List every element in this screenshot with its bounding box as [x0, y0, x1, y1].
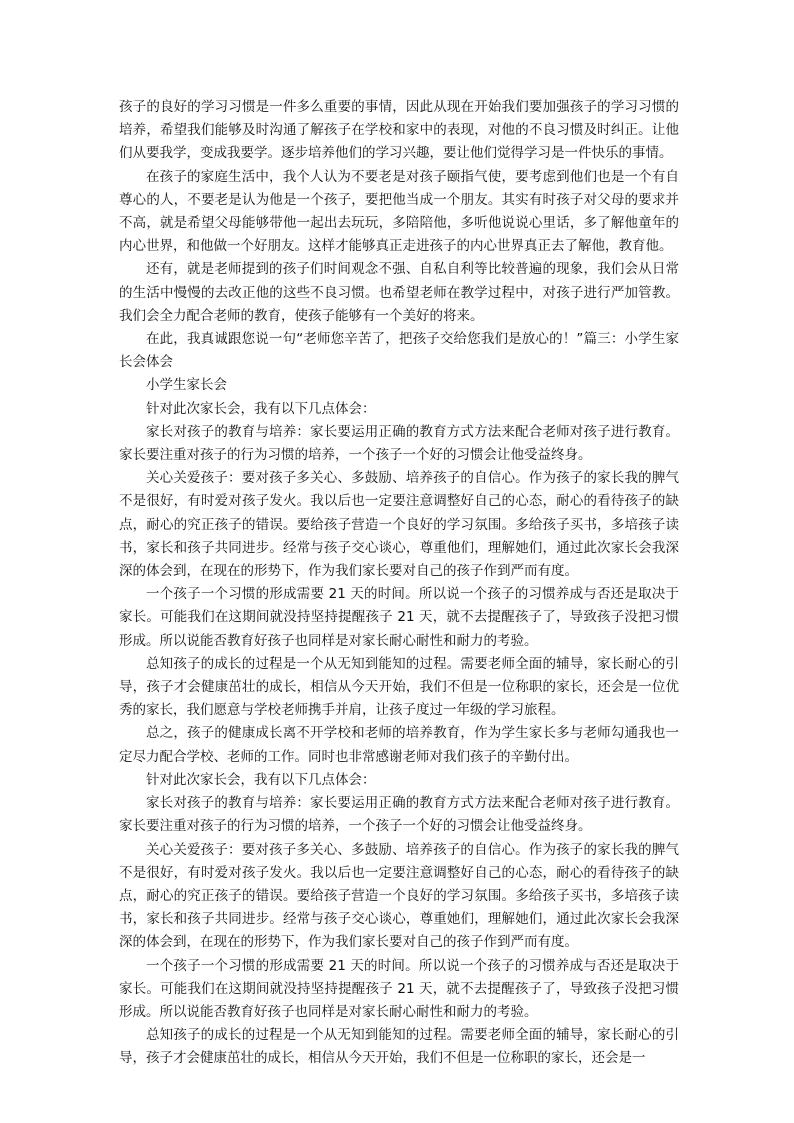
paragraph: 总知孩子的成长的过程是一个从无知到能知的过程。需要老师全面的辅导，家长耐心的引导，孩子才会健康茁壮的成长，相信从今天开始，我们不但是一位称职的家长，还会是一位优秀的家长，我们愿意与学校老师携手并肩，让孩子度过一年级的学习旅程。 [119, 655, 679, 719]
paragraph: 针对此次家长会，我有以下几点体会： [146, 400, 376, 417]
paragraph: 关心关爱孩子：要对孩子多关心、多鼓励、培养孩子的自信心。作为孩子的家长我的脾气不是很好，有时爱对孩子发火。我以后也一定要注意调整好自己的心态，耐心的看待孩子的缺点，耐心的究正孩子的错误。要给孩子营造一个良好的学习氛围。多给孩子买书，多培孩子读书，家长和孩子共同进步。经常与孩子交心谈心，尊重她们，理解她们，通过此次家长会我深深的体会到，在现在的形势下，作为我们家长要对自己的孩子作到严而有度。 [119, 841, 679, 951]
paragraph: 在孩子的家庭生活中，我个人认为不要老是对孩子颐指气使，要考虑到他们也是一个有自尊心的人，不要老是认为他是一个孩子，要把他当成一个朋友。其实有时孩子对父母的要求并不高，就是希望父母能够带他一起出去玩玩，多陪陪他，多听他说说心里话，多了解他童年的内心世界，和他做一个好朋友。这样才能够真正走进孩子的内心世界真正去了解他，教育他。 [119, 168, 679, 255]
paragraph: 孩子的良好的学习习惯是一件多么重要的事情，因此从现在开始我们要加强孩子的学习习惯的培养，希望我们能够及时沟通了解孩子在学校和家中的表现，对他的不良习惯及时纠正。让他们从要我学，变成我要学。逐步培养他们的学习兴趣，要让他们觉得学习是一件快乐的事情。 [119, 99, 679, 162]
paragraph: 针对此次家长会，我有以下几点体会： [146, 771, 376, 788]
section-heading: 小学生家长会 [146, 377, 227, 394]
paragraph: 还有，就是老师提到的孩子们时间观念不强、自私自利等比较普遍的现象，我们会从日常的生活中慢慢的去改正他的这些不良习惯。也希望老师在教学过程中，对孩子进行严加管教。我们会全力配合老师的教育，使孩子能够有一个美好的将来。 [119, 261, 679, 324]
paragraph: 一个孩子一个习惯的形成需要 21 天的时间。所以说一个孩子的习惯养成与否还是取决于家长。可能我们在这期间就没持坚持提醒孩子 21 天，就不去提醒孩子了，导致孩子没把习惯形成。所以说能否教育好孩子也同样是对家长耐心耐性和耐力的考验。 [119, 957, 679, 1020]
paragraph: 关心关爱孩子：要对孩子多关心、多鼓励、培养孩子的自信心。作为孩子的家长我的脾气不是很好，有时爱对孩子发火。我以后也一定要注意调整好自己的心态，耐心的看待孩子的缺点，耐心的究正孩子的错误。要给孩子营造一个良好的学习氛围。多给孩子买书，多培孩子读书，家长和孩子共同进步。经常与孩子交心谈心，尊重他们，理解她们，通过此次家长会我深深的体会到，在现在的形势下，作为我们家长要对自己的孩子作到严而有度。 [119, 470, 679, 580]
paragraph: 在此，我真诚跟您说一句“老师您辛苦了，把孩子交给您我们是放心的！”篇三：小学生家长会体会 [119, 331, 679, 371]
document-page [119, 96, 679, 1071]
paragraph: 家长对孩子的教育与培养：家长要运用正确的教育方式方法来配合老师对孩子进行教育。家长要注重对孩子的行为习惯的培养，一个孩子一个好的习惯会让他受益终身。 [119, 423, 679, 464]
paragraph: 一个孩子一个习惯的形成需要 21 天的时间。所以说一个孩子的习惯养成与否还是取决于家长。可能我们在这期间就没持坚持提醒孩子 21 天，就不去提醒孩子了，导致孩子没把习惯形成。所以说能否教育好孩子也同样是对家长耐心耐性和耐力的考验。 [119, 586, 679, 649]
paragraph: 家长对孩子的教育与培养：家长要运用正确的教育方式方法来配合老师对孩子进行教育。家长要注重对孩子的行为习惯的培养，一个孩子一个好的习惯会让他受益终身。 [119, 795, 679, 835]
paragraph: 总之，孩子的健康成长离不开学校和老师的培养教育，作为学生家长多与老师勾通我也一定尽力配合学校、老师的工作。同时也非常感谢老师对我们孩子的辛勤付出。 [119, 725, 679, 765]
paragraph: 总知孩子的成长的过程是一个从无知到能知的过程。需要老师全面的辅导，家长耐心的引导，孩子才会健康茁壮的成长，相信从今天开始，我们不但是一位称职的家长，还会是一 [119, 1027, 679, 1067]
